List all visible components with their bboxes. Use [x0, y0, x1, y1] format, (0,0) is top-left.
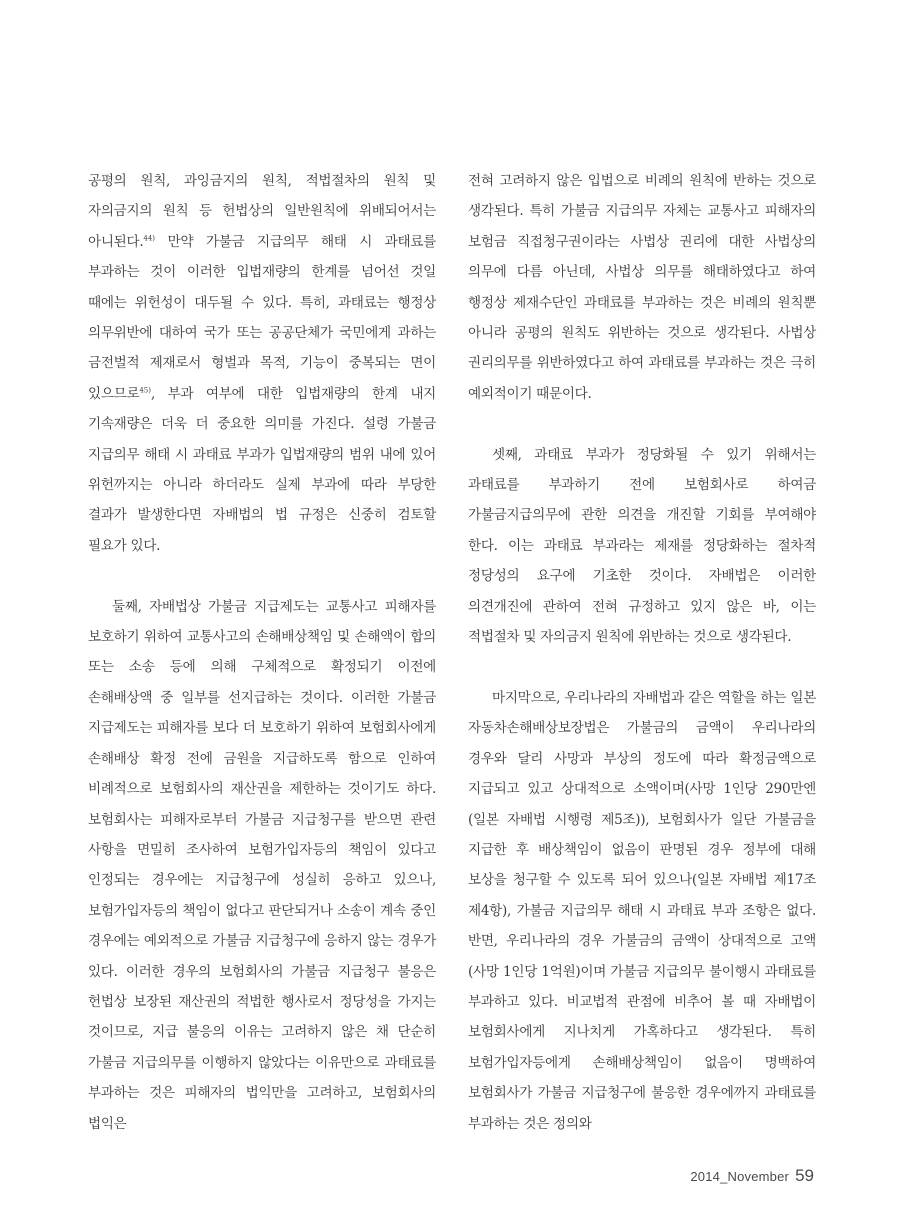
paragraph-text: 공평의 원칙, 과잉금지의 원칙, 적법절차의 원칙 및 자의금지의 원칙 등 헌법상의 일반원칙에 위배되어서는 아니된다. — [88, 173, 436, 250]
page-footer — [690, 1166, 814, 1186]
paragraph-text: 만약 가불금 지급의무 해태 시 과태료를 부과하는 것이 이러한 입법재량의 한계를 넘어선 것일 때에는 위헌성이 대두될 수 있다. 특히, 과태료는 행정상 의무위반에 대하여 국가 또는 공공단체가 국민에게 과하는 금전벌적 제재로서 형벌과 목적, 기능이 중복되는 면이 있으므로 — [88, 233, 436, 402]
right-column — [468, 166, 816, 1139]
paragraph-gap — [468, 409, 816, 439]
footnote-marker: 44) — [143, 234, 155, 243]
paragraph-gap — [88, 561, 436, 591]
paragraph-text: , 부과 여부에 대한 입법재량의 한계 내지 기속재량은 더욱 더 중요한 의미를 가진다. 설령 가불금 지급의무 해태 시 과태료 부과가 입법재량의 범위 내에 있어 위헌까지는 아니라 하더라도 실제 부과에 따라 부당한 결과가 발생한다면 자배법의 법 규정은 신중히 검토할 필요가 있다. — [88, 385, 436, 554]
left-column — [88, 166, 436, 1139]
paragraph-right-3: 마지막으로, 우리나라의 자배법과 같은 역할을 하는 일본 자동차손해배상보장법은 가불금의 금액이 우리나라의 경우와 달리 사망과 부상의 정도에 따라 확정금액으로 지급되고 있고 상대적으로 소액이며(사망 1인당 290만엔(일본 자배법 시행령 제5조)), 보험회사가 일단 가불금을 지급한 후 배상책임이 없음이 판명된 경우 정부에 대해 보상을 청구할 수 있도록 되어 있으나(일본 자배법 제17조 제4항), 가불금 지급의무 해태 시 과태료 부과 조항은 없다. 반면, 우리나라의 경우 가불금의 금액이 상대적으로 고액(사망 1인당 1억원)이며 가불금 지급의무 불이행시 과태료를 부과하고 있다. 비교법적 관점에 비추어 볼 때 자배법이 보험회사에게 지나치게 가혹하다고 생각된다. 특히 보험가입자등에게 손해배상책임이 없음이 명백하여 보험회사가 가불금 지급청구에 불응한 경우에까지 과태료를 부과하는 것은 정의와 — [468, 689, 816, 1132]
paragraph-gap — [468, 652, 816, 682]
footnote-marker: 45) — [139, 386, 151, 395]
page-number: 59 — [795, 1166, 814, 1185]
issue-label: 2014_November — [690, 1169, 790, 1184]
paragraph-left-1 — [88, 166, 436, 561]
paragraph-right-1: 전혀 고려하지 않은 입법으로 비례의 원칙에 반하는 것으로 생각된다. 특히 가불금 지급의무 자체는 교통사고 피해자의 보험금 직접청구권이라는 사법상 권리에 대한 사법상의 의무에 다름 아닌데, 사법상 의무를 해태하였다고 하여 행정상 제재수단인 과태료를 부과하는 것은 비례의 원칙뿐 아니라 공평의 원칙도 위반하는 것으로 생각된다. 사법상 권리의무를 위반하였다고 하여 과태료를 부과하는 것은 극히 예외적이기 때문이다. — [468, 173, 816, 402]
paragraph-right-2: 셋째, 과태료 부과가 정당화될 수 있기 위해서는 과태료를 부과하기 전에 보험회사로 하여금 가불금지급의무에 관한 의견을 개진할 기회를 부여해야 한다. 이는 과태료 부과라는 제재를 정당화하는 절차적 정당성의 요구에 기초한 것이다. 자배법은 이러한 의견개진에 관하여 전혀 규정하고 있지 않은 바, 이는 적법절차 및 자의금지 원칙에 위반하는 것으로 생각된다. — [468, 446, 816, 646]
paragraph-left-2: 둘째, 자배법상 가불금 지급제도는 교통사고 피해자를 보호하기 위하여 교통사고의 손해배상책임 및 손해액이 합의 또는 소송 등에 의해 구체적으로 확정되기 이전에 손해배상액 중 일부를 선지급하는 것이다. 이러한 가불금 지급제도는 피해자를 보다 더 보호하기 위하여 보험회사에게 손해배상 확정 전에 금원을 지급하도록 함으로 인하여 비례적으로 보험회사의 재산권을 제한하는 것이기도 하다. 보험회사는 피해자로부터 가불금 지급청구를 받으면 관련 사항을 면밀히 조사하여 보험가입자등의 책임이 있다고 인정되는 경우에는 지급청구에 성실히 응하고 있으나, 보험가입자등의 책임이 없다고 판단되거나 소송이 계속 중인 경우에는 예외적으로 가불금 지급청구에 응하지 않는 경우가 있다. 이러한 경우의 보험회사의 가불금 지급청구 불응은 헌법상 보장된 재산권의 적법한 행사로서 정당성을 가지는 것이므로, 지급 불응의 이유는 고려하지 않은 채 단순히 가불금 지급의무를 이행하지 않았다는 이유만으로 과태료를 부과하는 것은 피해자의 법익만을 고려하고, 보험회사의 법익은 — [88, 598, 436, 1132]
